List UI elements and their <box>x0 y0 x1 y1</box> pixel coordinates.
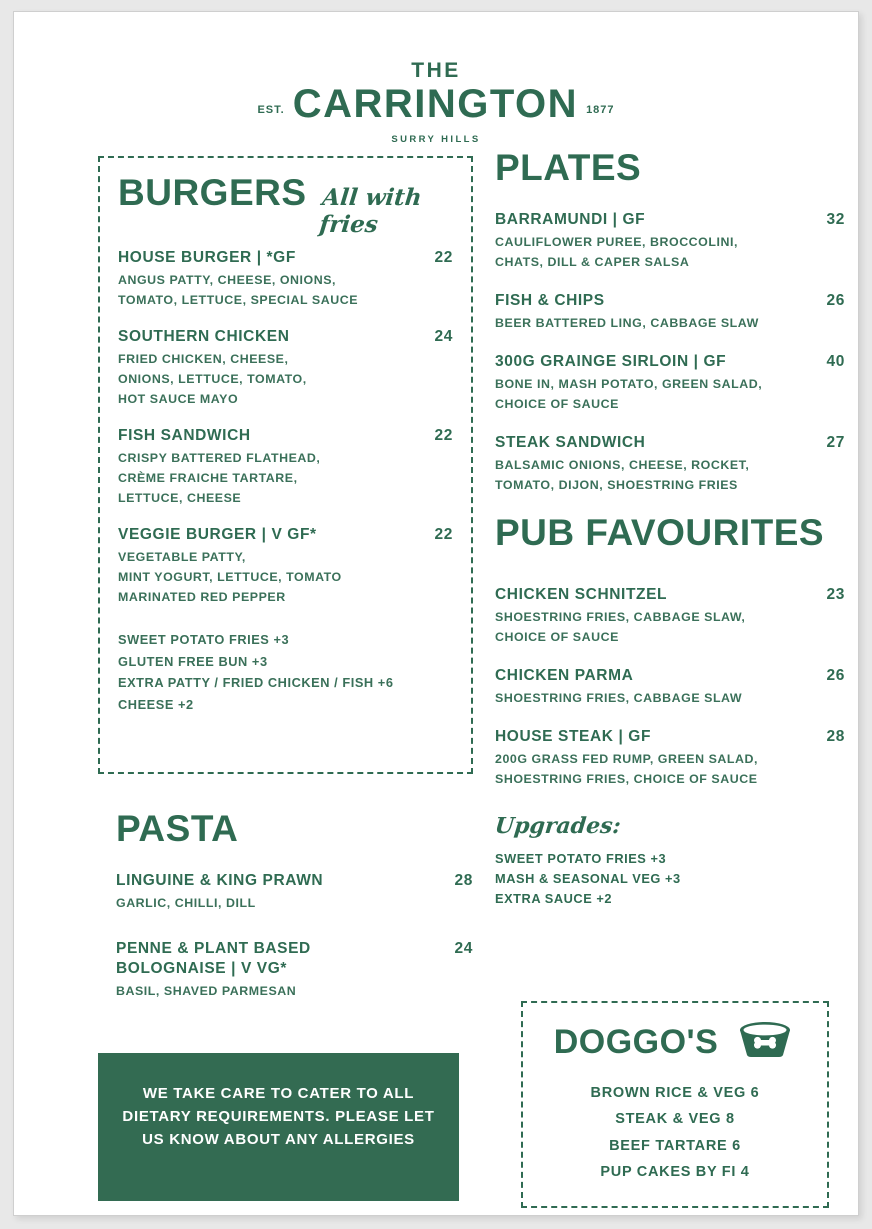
menu-item <box>118 327 453 409</box>
upgrades-section <box>495 813 845 910</box>
menu-item <box>495 585 845 647</box>
menu-item-price: 40 <box>826 352 845 370</box>
left-column <box>98 156 473 1027</box>
menu-item-desc: FRIED CHICKEN, CHEESE, ONIONS, LETTUCE, TOMATO, HOT SAUCE MAYO <box>118 351 307 407</box>
menu-item-head <box>495 210 845 230</box>
pub-favourites-title: PUB FAVOURITES <box>495 511 825 553</box>
menu-item-name: BARRAMUNDI | GF <box>495 211 646 228</box>
menu-item-price: 24 <box>434 328 453 346</box>
brand-header <box>14 60 858 145</box>
dog-bowl-icon <box>734 1019 796 1064</box>
menu-item-price: 24 <box>454 939 473 957</box>
menu-item-name: CHICKEN PARMA <box>495 666 634 684</box>
menu-item <box>495 210 845 272</box>
doggos-head <box>533 1019 817 1064</box>
menu-item <box>116 871 473 913</box>
pasta-title: PASTA <box>116 808 239 849</box>
brand-name: CARRINGTON <box>292 82 579 126</box>
upgrades-title: Upgrades: <box>493 812 623 839</box>
plates-title: PLATES <box>495 147 642 188</box>
menu-item <box>495 727 845 789</box>
menu-item-head <box>495 291 845 311</box>
doggos-title: DOGGO'S <box>553 1022 719 1061</box>
menu-item-name: CHICKEN SCHNITZEL <box>495 585 668 603</box>
menu-item <box>116 939 473 1001</box>
menu-item-name: LINGUINE & KING PRAWN <box>116 872 324 889</box>
menu-item-head <box>116 939 473 979</box>
menu-item-head <box>118 525 453 545</box>
menu-item <box>495 666 845 708</box>
menu-item-desc: VEGETABLE PATTY, MINT YOGURT, LETTUCE, TOMATO MARINATED RED PEPPER <box>118 550 342 605</box>
menu-item-desc: SHOESTRING FRIES, CABBAGE SLAW, CHOICE OF SAUCE <box>495 609 746 644</box>
menu-item <box>118 248 453 310</box>
menu-item-name: 300G GRAINGE SIRLOIN | GF <box>495 352 727 370</box>
dietary-notice: WE TAKE CARE TO CATER TO ALL DIETARY REQUIREMENTS. PLEASE LET US KNOW ABOUT ANY ALLERGIES <box>98 1053 459 1201</box>
brand-year: 1877 <box>586 104 615 116</box>
menu-item-desc: BEER BATTERED LING, CABBAGE SLAW <box>495 315 759 330</box>
menu-item <box>118 525 453 607</box>
menu-item-name: HOUSE STEAK | GF <box>495 727 652 745</box>
menu-item-name: SOUTHERN CHICKEN <box>118 328 290 346</box>
upgrades-list: SWEET POTATO FRIES +3 MASH & SEASONAL VEG +3 EXTRA SAUCE +2 <box>495 850 681 907</box>
menu-item-name: VEGGIE BURGER | V GF* <box>118 526 317 544</box>
menu-item-desc: SHOESTRING FRIES, CABBAGE SLAW <box>495 690 743 705</box>
burger-addons: SWEET POTATO FRIES +3 GLUTEN FREE BUN +3 EXTRA PATTY / FRIED CHICKEN / FISH +6 CHEESE +2 <box>118 632 394 712</box>
menu-item-desc: CRISPY BATTERED FLATHEAD, CRÈME FRAICHE TARTARE, LETTUCE, CHEESE <box>118 450 321 506</box>
menu-item-name: HOUSE BURGER | *GF <box>118 249 296 266</box>
burgers-title: BURGERS <box>118 172 307 213</box>
menu-item-name: FISH & CHIPS <box>495 292 605 310</box>
menu-item-price: 27 <box>826 433 845 451</box>
menu-item-head <box>116 871 473 891</box>
menu-item-name: STEAK SANDWICH <box>495 433 646 451</box>
menu-item-head <box>118 327 453 347</box>
menu-item-price: 22 <box>434 526 453 544</box>
brand-name-row <box>14 84 858 124</box>
menu-item-head <box>495 666 845 686</box>
menu-item-desc: BASIL, SHAVED PARMESAN <box>116 983 297 998</box>
menu-item-price: 23 <box>826 585 845 603</box>
menu-item <box>118 426 453 508</box>
menu-item-price: 22 <box>434 249 453 266</box>
menu-item-price: 26 <box>826 666 845 684</box>
doggos-list: BROWN RICE & VEG 6 STEAK & VEG 8 BEEF TARTARE 6 PUP CAKES BY FI 4 <box>590 1085 760 1181</box>
brand-suburb: SURRY HILLS <box>391 134 481 145</box>
menu-item-price: 22 <box>434 427 453 445</box>
brand-the: THE <box>411 59 461 82</box>
menu-item-price: 26 <box>826 292 845 310</box>
menu-item-name: PENNE & PLANT BASED BOLOGNAISE | V VG* <box>116 939 311 977</box>
menu-item <box>495 352 845 414</box>
menu-item-head <box>495 433 845 453</box>
menu-item-head <box>118 248 453 268</box>
doggos-section <box>521 1001 829 1208</box>
menu-item <box>495 433 845 495</box>
menu-item <box>495 291 845 333</box>
menu-item-desc: BONE IN, MASH POTATO, GREEN SALAD, CHOICE OF SAUCE <box>495 376 763 411</box>
menu-item-price: 28 <box>826 727 845 745</box>
menu-item-head <box>495 585 845 605</box>
menu-item-head <box>118 426 453 446</box>
pasta-section <box>98 810 473 1001</box>
menu-item-head <box>495 727 845 747</box>
menu-item-desc: GARLIC, CHILLI, DILL <box>116 895 256 910</box>
menu-item-price: 32 <box>826 211 845 228</box>
burgers-section <box>98 156 473 774</box>
menu-item-head <box>495 352 845 372</box>
menu-item-name: FISH SANDWICH <box>118 427 251 445</box>
menu-item-price: 28 <box>454 872 473 889</box>
menu-item-desc: ANGUS PATTY, CHEESE, ONIONS, TOMATO, LETTUCE, SPECIAL SAUCE <box>118 272 359 307</box>
menu-item-desc: CAULIFLOWER PUREE, BROCCOLINI, CHATS, DILL & CAPER SALSA <box>495 234 738 269</box>
menu-page <box>13 11 859 1216</box>
menu-item-desc: BALSAMIC ONIONS, CHEESE, ROCKET, TOMATO, DIJON, SHOESTRING FRIES <box>495 457 750 492</box>
burgers-note: All with fries <box>317 184 423 238</box>
menu-item-desc: 200G GRASS FED RUMP, GREEN SALAD, SHOESTRING FRIES, CHOICE OF SAUCE <box>495 751 759 786</box>
right-column <box>493 147 845 1181</box>
brand-est-label: EST. <box>257 104 285 116</box>
burgers-title-row <box>118 174 453 238</box>
